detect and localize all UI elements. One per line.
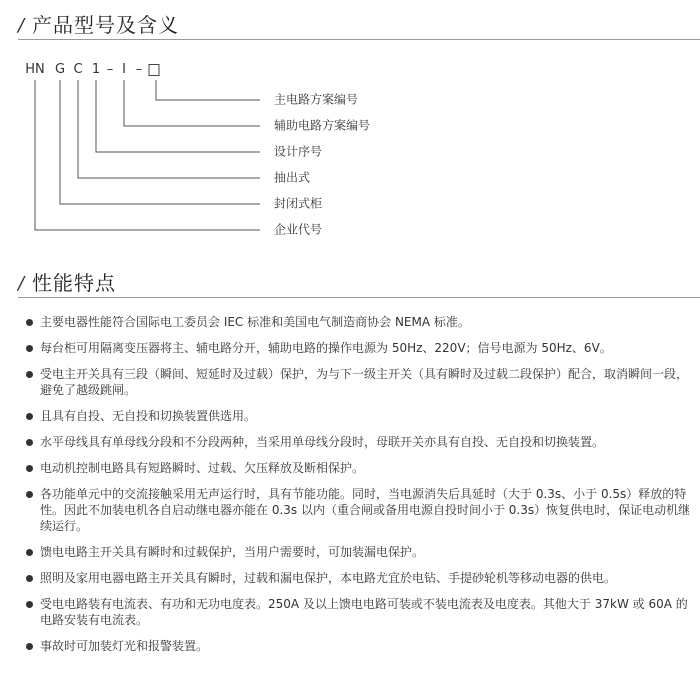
section-heading-features	[18, 268, 700, 298]
bullet-dot-icon	[26, 371, 33, 378]
bullet-dot-icon	[26, 643, 33, 650]
bullet-dot-icon	[26, 319, 33, 326]
list-item: 主要电器性能符合国际电工委员会 IEC 标准和美国电气制造商协会 NEMA 标准。	[26, 314, 692, 330]
connector-line-4	[78, 80, 260, 178]
bullet-dot-icon	[26, 575, 33, 582]
list-item: 受电电路装有电流表、有功和无功电度表。250A 及以上馈电电路可装或不装电流表及电度表。其他大于 37kW 或 60A 的电路安装有电流表。	[26, 596, 692, 628]
bullet-dot-icon	[26, 601, 33, 608]
bullet-dot-icon	[26, 439, 33, 446]
model-item-enclosed: 封闭式柜	[274, 196, 323, 211]
heading-slash-icon: /	[18, 273, 25, 294]
list-item: 事故时可加装灯光和报警装置。	[26, 638, 692, 654]
list-item: 且具有自投、无自投和切换装置供选用。	[26, 408, 692, 424]
connector-line-6	[35, 80, 260, 230]
code-hn: HN	[25, 62, 45, 77]
heading-slash-icon: /	[18, 15, 25, 36]
connector-line-1	[156, 80, 260, 100]
model-item-company-code: 企业代号	[274, 222, 323, 237]
code-g: G	[54, 62, 66, 77]
section-title: 产品型号及含义	[32, 13, 179, 37]
model-item-aux-circuit: 辅助电路方案编号	[274, 118, 371, 133]
list-item: 每台柜可用隔离变压器将主、辅电路分开，辅助电路的操作电源为 50Hz、220V；信号电源为 50Hz、6V。	[26, 340, 692, 356]
heading-rule	[18, 297, 700, 298]
bullet-dot-icon	[26, 465, 33, 472]
section-title: 性能特点	[32, 271, 116, 295]
code-dash-1: –	[106, 62, 114, 77]
connector-line-2	[124, 80, 260, 126]
model-item-main-circuit: 主电路方案编号	[274, 92, 359, 107]
list-item: 各功能单元中的交流接触采用无声运行时，具有节能功能。同时，当电源消失后具延时（大于 0.3s、小于 0.5s）释放的特性。因此不加装电机各自启动继电器亦能在 0.3s 以内（重合闸或备用电源自投时间小于 0.3s）恢复供电时，保证电动机继续运行。	[26, 486, 692, 534]
bullet-dot-icon	[26, 549, 33, 556]
code-1: 1	[91, 62, 101, 77]
list-item: 受电主开关具有三段（瞬间、短延时及过载）保护，为与下一级主开关（具有瞬时及过载二段保护）配合，取消瞬间一段，避免了越级跳闸。	[26, 366, 692, 398]
model-item-drawout: 抽出式	[274, 170, 311, 185]
code-dash-2: –	[135, 62, 143, 77]
connector-line-5	[60, 80, 260, 204]
list-item: 馈电电路主开关具有瞬时和过载保护，当用户需要时，可加装漏电保护。	[26, 544, 692, 560]
bullet-dot-icon	[26, 491, 33, 498]
list-item: 电动机控制电路具有短路瞬时、过载、欠压释放及断相保护。	[26, 460, 692, 476]
list-item: 照明及家用电器电路主开关具有瞬时，过载和漏电保护，本电路尤宜於电钻、手提砂轮机等移动电器的供电。	[26, 570, 692, 586]
code-c: C	[73, 62, 83, 77]
connector-line-3	[96, 80, 260, 152]
model-item-design-no: 设计序号	[274, 144, 323, 159]
code-i: I	[122, 62, 126, 77]
bullet-dot-icon	[26, 345, 33, 352]
feature-list	[26, 314, 692, 664]
list-item: 水平母线具有单母线分段和不分段两种，当采用单母线分段时，母联开关亦具有自投、无自投和切换装置。	[26, 434, 692, 450]
bullet-dot-icon	[26, 413, 33, 420]
